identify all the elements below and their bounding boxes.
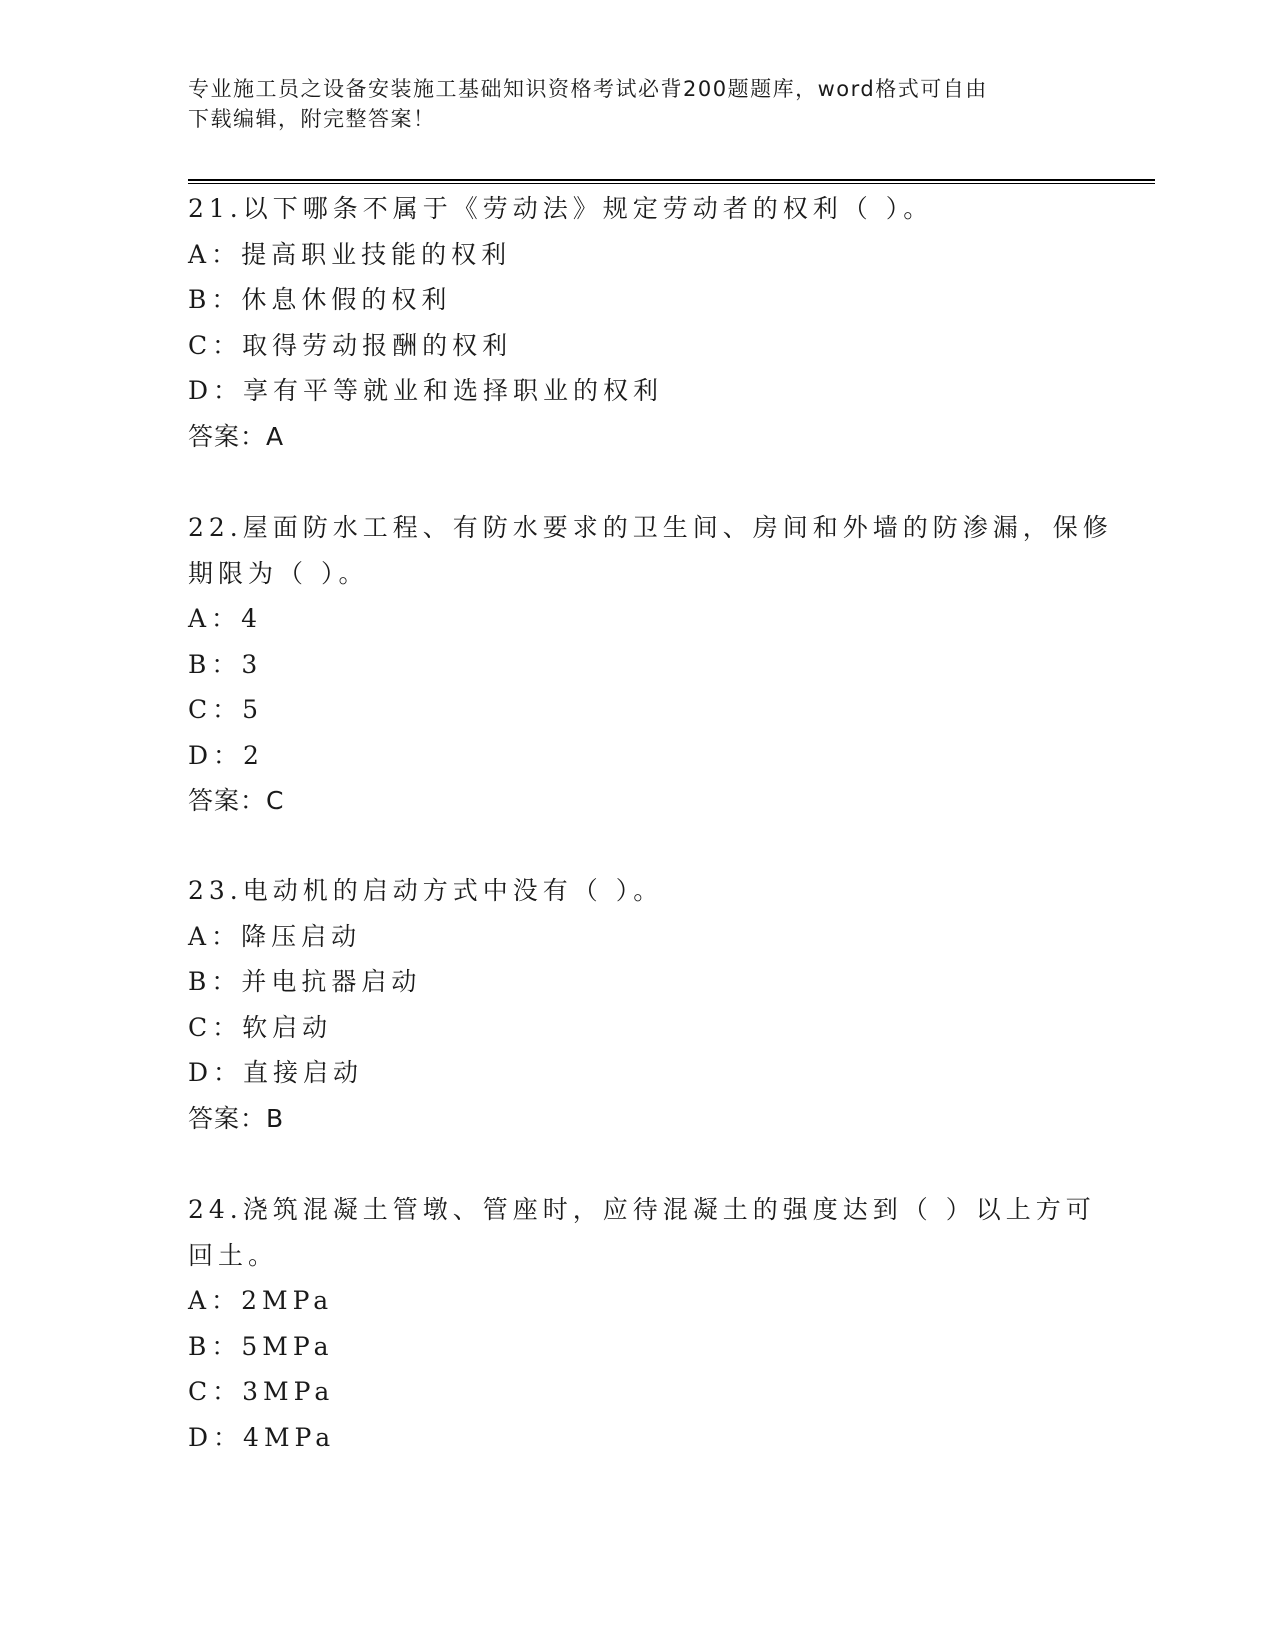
- option-d: [188, 368, 1088, 414]
- header-divider-thick: [188, 179, 1155, 181]
- option-d: [188, 1050, 1088, 1096]
- option-label: D：: [188, 740, 244, 770]
- option-label: C：: [188, 695, 243, 724]
- option-c: [188, 323, 1088, 369]
- option-c: [188, 1369, 1088, 1415]
- option-text: 休息休假的权利: [241, 285, 452, 314]
- option-text: 软启动: [242, 1012, 333, 1042]
- option-label: A：: [188, 604, 242, 633]
- option-b: [188, 642, 1088, 688]
- option-text: 4MPa: [243, 1422, 336, 1452]
- header-line-1: 专业施工员之设备安装施工基础知识资格考试必背200题题库，word格式可自由: [188, 77, 988, 101]
- option-label: B：: [188, 1331, 242, 1361]
- question-stem-continued: 期限为（ ）。: [188, 558, 369, 588]
- option-text: 享有平等就业和选择职业的权利: [243, 376, 664, 405]
- question-23: [188, 868, 1088, 1141]
- option-text: 5MPa: [241, 1331, 334, 1361]
- question-stem: 24.浇筑混凝土管墩、管座时，应待混凝土的强度达到（ ）以上方可: [188, 1195, 1096, 1224]
- option-label: A：: [188, 239, 242, 269]
- option-c: [188, 1005, 1088, 1051]
- option-a: [188, 232, 1088, 278]
- question-22: [188, 505, 1113, 824]
- option-label: D：: [188, 376, 244, 405]
- option-text: 取得劳动报酬的权利: [242, 330, 513, 360]
- option-text: 2MPa: [241, 1286, 334, 1315]
- option-text: 2: [243, 740, 264, 770]
- option-a: [188, 1278, 1088, 1324]
- document-header: [188, 74, 1088, 134]
- answer-line: 答案：A: [188, 421, 285, 451]
- question-stem-continued: 回土。: [188, 1240, 279, 1270]
- question-21: [188, 186, 1088, 459]
- option-label: B：: [188, 967, 242, 996]
- option-c: [188, 687, 1088, 733]
- option-label: A：: [188, 921, 242, 951]
- question-stem: 22.屋面防水工程、有防水要求的卫生间、房间和外墙的防渗漏，保修: [188, 513, 1113, 542]
- option-a: [188, 596, 1088, 642]
- question-stem: 23.电动机的启动方式中没有（ ）。: [188, 876, 664, 905]
- option-d: [188, 733, 1088, 779]
- option-label: D：: [188, 1422, 244, 1452]
- option-text: 降压启动: [241, 921, 362, 951]
- option-label: A：: [188, 1286, 242, 1315]
- option-label: B：: [188, 285, 242, 314]
- question-24: [188, 1187, 1096, 1460]
- option-label: C：: [188, 1377, 243, 1406]
- option-b: [188, 959, 1088, 1005]
- option-b: [188, 1324, 1088, 1370]
- option-label: C：: [188, 330, 243, 360]
- option-text: 直接启动: [243, 1058, 364, 1087]
- option-d: [188, 1415, 1088, 1461]
- header-divider-thin: [188, 183, 1155, 184]
- option-text: 并电抗器启动: [241, 967, 422, 996]
- option-label: B：: [188, 649, 242, 679]
- answer-line: 答案：B: [188, 1103, 285, 1133]
- option-a: [188, 914, 1088, 960]
- answer-line: 答案：C: [188, 786, 285, 815]
- option-b: [188, 277, 1088, 323]
- option-label: D：: [188, 1058, 244, 1087]
- header-line-2: 下载编辑，附完整答案！: [188, 107, 436, 131]
- option-label: C：: [188, 1012, 243, 1042]
- option-text: 3MPa: [242, 1377, 335, 1406]
- option-text: 3: [241, 649, 263, 679]
- option-text: 5: [242, 695, 264, 724]
- question-stem: 21.以下哪条不属于《劳动法》规定劳动者的权利（ ）。: [188, 194, 934, 223]
- option-text: 提高职业技能的权利: [241, 239, 512, 269]
- option-text: 4: [241, 604, 262, 633]
